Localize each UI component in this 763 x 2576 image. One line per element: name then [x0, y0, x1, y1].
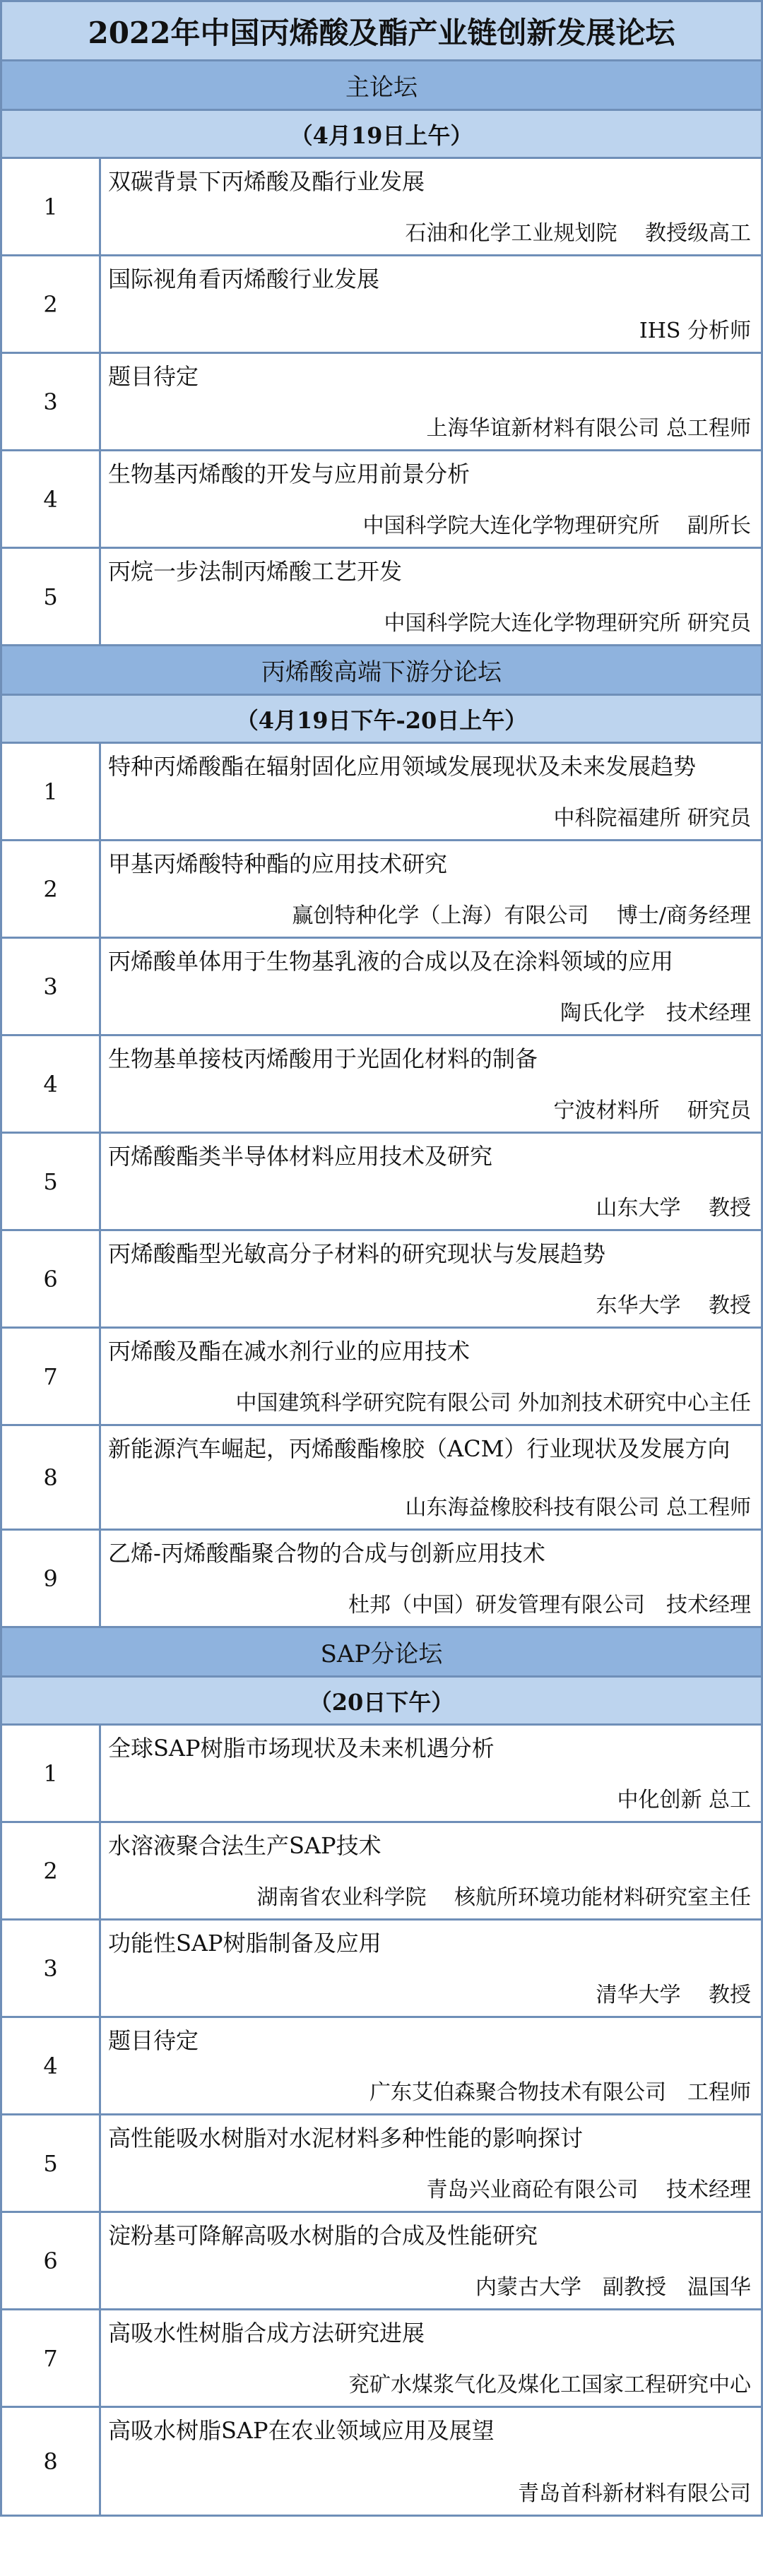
speaker-affiliation: 中科院福建所 研究员 [553, 806, 751, 831]
talk-topic: 特种丙烯酸酯在辐射固化应用领域发展现状及未来发展趋势 [108, 753, 697, 780]
item-number: 2 [2, 256, 101, 352]
item-number: 5 [2, 1134, 101, 1229]
speaker-affiliation: 内蒙古大学 副教授 温国华 [475, 2275, 751, 2300]
speaker-affiliation: 兖矿水煤浆气化及煤化工国家工程研究中心 [348, 2373, 751, 2397]
agenda-row [0, 1921, 763, 2018]
session-time: （4月19日下午-20日上午） [0, 696, 763, 744]
talk-topic: 乙烯-丙烯酸酯聚合物的合成与创新应用技术 [108, 1540, 545, 1567]
agenda-row [0, 256, 763, 354]
agenda-row [0, 1329, 763, 1426]
agenda-row [0, 1531, 763, 1628]
item-number: 5 [2, 2115, 101, 2211]
talk-topic: 甲基丙烯酸特种酯的应用技术研究 [108, 850, 448, 877]
talk-topic: 题目待定 [108, 2027, 199, 2054]
speaker-affiliation: 东华大学 教授 [596, 1293, 751, 1318]
agenda-row [0, 1134, 763, 1231]
page-title: 2022年中国丙烯酸及酯产业链创新发展论坛 [0, 0, 763, 61]
item-number: 2 [2, 1823, 101, 1918]
speaker-affiliation: IHS 分析师 [639, 319, 751, 343]
item-number: 6 [2, 2213, 101, 2308]
talk-topic: 丙烯酸及酯在减水剂行业的应用技术 [108, 1338, 471, 1365]
speaker-affiliation: 清华大学 教授 [596, 1983, 751, 2007]
speaker-affiliation: 中化创新 总工 [617, 1788, 751, 1812]
speaker-affiliation: 中国科学院大连化学物理研究所 研究员 [384, 611, 751, 636]
item-number: 1 [2, 744, 101, 839]
item-number: 4 [2, 451, 101, 547]
speaker-affiliation: 青岛兴业商砼有限公司 技术经理 [426, 2178, 751, 2202]
talk-topic: 高吸水性树脂合成方法研究进展 [108, 2320, 425, 2346]
talk-topic: 题目待定 [108, 363, 199, 390]
agenda-row [0, 744, 763, 841]
item-number: 7 [2, 1329, 101, 1424]
speaker-affiliation: 山东大学 教授 [596, 1196, 751, 1221]
item-number: 3 [2, 939, 101, 1034]
agenda-row [0, 2213, 763, 2310]
item-number: 4 [2, 2018, 101, 2113]
talk-topic: 全球SAP树脂市场现状及未来机遇分析 [108, 1735, 495, 1762]
item-number: 1 [2, 159, 101, 254]
session-time: （4月19日上午） [0, 111, 763, 159]
agenda-row [0, 1823, 763, 1921]
talk-topic: 丙烯酸酯类半导体材料应用技术及研究 [108, 1143, 493, 1170]
speaker-affiliation: 中国建筑科学研究院有限公司 外加剂技术研究中心主任 [235, 1391, 751, 1415]
talk-topic: 高性能吸水树脂对水泥材料多种性能的影响探讨 [108, 2125, 584, 2151]
talk-topic: 丙烷一步法制丙烯酸工艺开发 [108, 558, 403, 585]
item-number: 8 [2, 1426, 101, 1529]
agenda-row [0, 2115, 763, 2213]
talk-topic: 国际视角看丙烯酸行业发展 [108, 266, 380, 292]
speaker-affiliation: 宁波材料所 研究员 [553, 1098, 751, 1123]
talk-topic: 高吸水树脂SAP在农业领域应用及展望 [108, 2417, 495, 2444]
agenda-row [0, 549, 763, 646]
speaker-affiliation: 上海华谊新材料有限公司 总工程师 [426, 416, 751, 441]
talk-topic: 功能性SAP树脂制备及应用 [108, 1930, 382, 1957]
speaker-affiliation: 广东艾伯森聚合物技术有限公司 工程师 [369, 2080, 751, 2105]
agenda-row [0, 354, 763, 451]
item-number: 5 [2, 549, 101, 644]
speaker-affiliation: 石油和化学工业规划院 教授级高工 [405, 221, 751, 246]
section-header: 主论坛 [0, 61, 763, 111]
agenda-row [0, 2018, 763, 2115]
item-number: 8 [2, 2408, 101, 2515]
talk-topic: 丙烯酸单体用于生物基乳液的合成以及在涂料领域的应用 [108, 948, 674, 975]
talk-topic: 双碳背景下丙烯酸及酯行业发展 [108, 168, 425, 195]
speaker-affiliation: 陶氏化学 技术经理 [560, 1001, 751, 1026]
agenda-row [0, 1726, 763, 1823]
item-number: 3 [2, 1921, 101, 2016]
talk-topic: 生物基丙烯酸的开发与应用前景分析 [108, 461, 471, 487]
agenda-row [0, 2310, 763, 2408]
item-number: 9 [2, 1531, 101, 1626]
agenda-row [0, 1426, 763, 1531]
talk-topic: 淀粉基可降解高吸水树脂的合成及性能研究 [108, 2222, 538, 2249]
agenda-row [0, 451, 763, 549]
agenda-row [0, 2408, 763, 2517]
speaker-affiliation: 湖南省农业科学院 核航所环境功能材料研究室主任 [256, 1885, 751, 1910]
section-header: SAP分论坛 [0, 1628, 763, 1678]
talk-topic: 水溶液聚合法生产SAP技术 [108, 1832, 382, 1859]
item-number: 4 [2, 1036, 101, 1132]
session-time: （20日下午） [0, 1678, 763, 1726]
item-number: 6 [2, 1231, 101, 1326]
item-number: 1 [2, 1726, 101, 1821]
item-number: 7 [2, 2310, 101, 2406]
speaker-affiliation: 青岛首科新材料有限公司 [518, 2481, 751, 2506]
agenda-row [0, 939, 763, 1036]
item-number: 2 [2, 841, 101, 937]
talk-topic: 丙烯酸酯型光敏高分子材料的研究现状与发展趋势 [108, 1240, 606, 1267]
section-header: 丙烯酸高端下游分论坛 [0, 646, 763, 696]
speaker-affiliation: 杜邦（中国）研发管理有限公司 技术经理 [348, 1593, 751, 1618]
agenda-row [0, 1231, 763, 1329]
item-number: 3 [2, 354, 101, 449]
agenda-row [0, 1036, 763, 1134]
talk-topic: 新能源汽车崛起，丙烯酸酯橡胶（ACM）行业现状及发展方向 [108, 1435, 731, 1462]
agenda-row [0, 841, 763, 939]
agenda-row [0, 159, 763, 256]
speaker-affiliation: 中国科学院大连化学物理研究所 副所长 [362, 514, 751, 538]
talk-topic: 生物基单接枝丙烯酸用于光固化材料的制备 [108, 1045, 538, 1072]
speaker-affiliation: 山东海益橡胶科技有限公司 总工程师 [405, 1495, 751, 1520]
speaker-affiliation: 赢创特种化学（上海）有限公司 博士/商务经理 [292, 903, 751, 928]
